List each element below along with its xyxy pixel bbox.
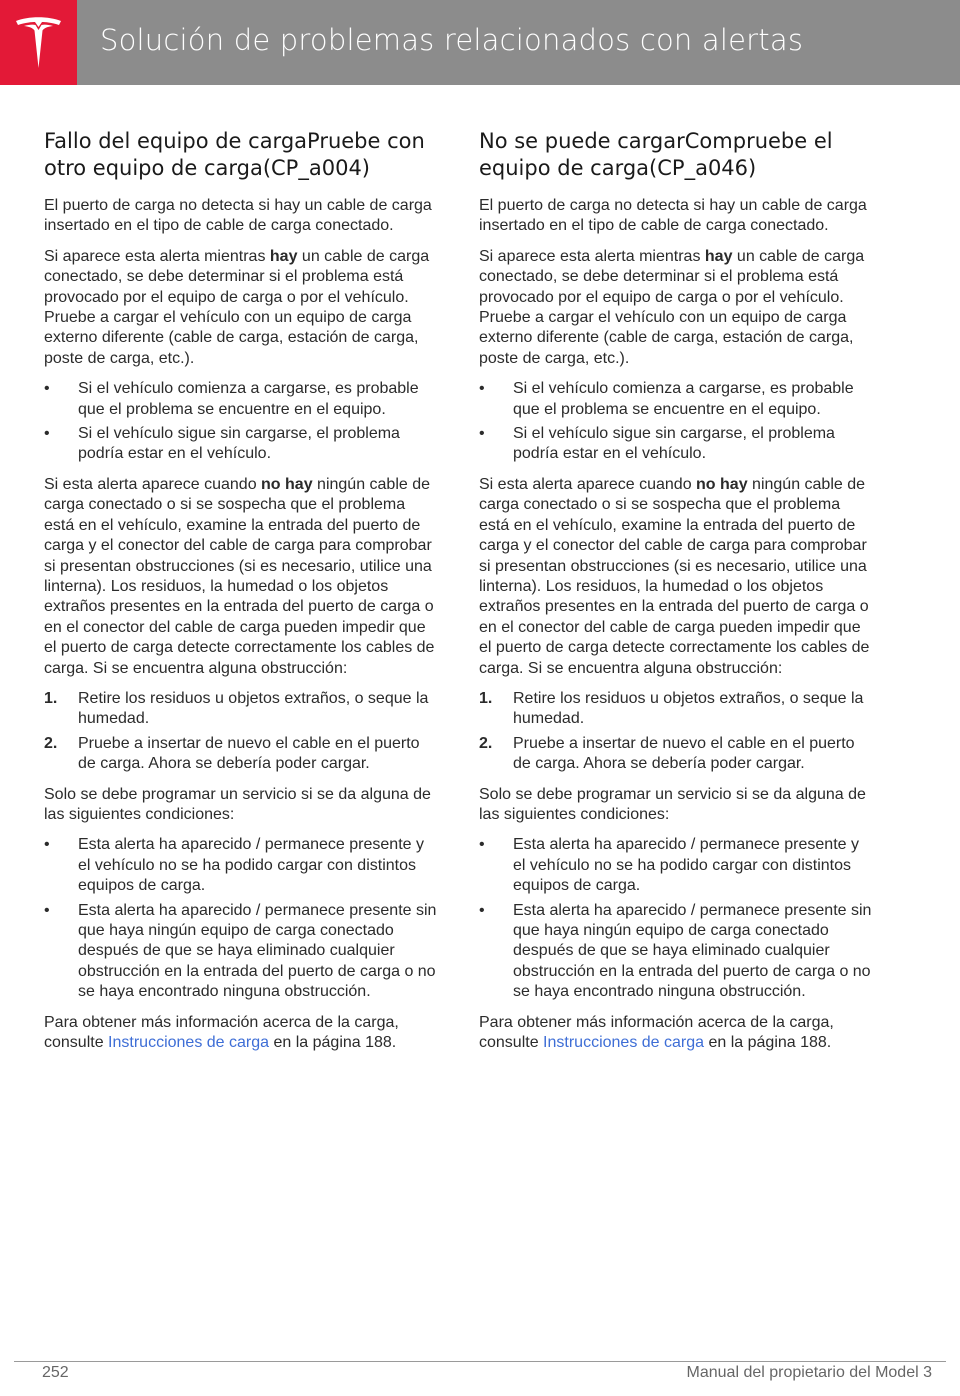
numbered-list xyxy=(44,689,439,775)
list-item: • Si el vehículo comienza a cargarse, es probable que el problema se encuentre en el equipo. xyxy=(44,380,419,418)
paragraph: Para obtener más información acerca de la carga, consulte Instrucciones de carga en la página 188. xyxy=(479,1013,834,1052)
left-column xyxy=(44,128,439,1063)
list-item: • Esta alerta ha aparecido / permanece presente sin que haya ningún equipo de carga conectado después de que se haya eliminado cualquier obstrucción en la entrada del puerto de carga o no se haya encontrado ninguna obstrucción. xyxy=(44,901,437,1001)
list-item: 1. Retire los residuos u objetos extraños, o seque la humedad. xyxy=(479,689,864,728)
paragraph: Para obtener más información acerca de la carga, consulte Instrucciones de carga en la página 188. xyxy=(44,1013,399,1052)
bullet-list xyxy=(44,835,439,1002)
charging-instructions-link[interactable]: Instrucciones de carga xyxy=(108,1034,270,1052)
page-title: Solución de problemas relacionados con alertas xyxy=(100,23,804,57)
paragraph: El puerto de carga no detecta si hay un cable de carga insertado en el tipo de cable de carga conectado. xyxy=(479,197,867,235)
bullet-list xyxy=(479,379,874,465)
paragraph: Si esta alerta aparece cuando no hay ningún cable de carga conectado o si se sospecha que el problema está en el vehículo, examine la entrada del puerto de carga y el conector del cable de carga para comprobar si presentan obstrucciones (si es necesario, utilice una linterna). Los residuos, la humedad o los objetos extraños presentes en la entrada del puerto de carga o en el conector del cable de carga pueden impedir que el puerto de carga detecte correctamente los cables de carga. Si se encuentra alguna obstrucción: xyxy=(479,475,870,677)
page-header xyxy=(0,0,960,85)
paragraph: Si esta alerta aparece cuando no hay ningún cable de carga conectado o si se sospecha que el problema está en el vehículo, examine la entrada del puerto de carga y el conector del cable de carga para comprobar si presentan obstrucciones (si es necesario, utilice una linterna). Los residuos, la humedad o los objetos extraños presentes en la entrada del puerto de carga o en el conector del cable de carga pueden impedir que el puerto de carga detecte correctamente los cables de carga. Si se encuentra alguna obstrucción: xyxy=(44,475,435,677)
tesla-logo-icon xyxy=(14,16,63,70)
footer-divider xyxy=(14,1361,946,1362)
list-item: 2. Pruebe a insertar de nuevo el cable en el puerto de carga. Ahora se debería poder cargar. xyxy=(479,734,855,773)
list-item: 1. Retire los residuos u objetos extraños, o seque la humedad. xyxy=(44,689,429,728)
list-item: 2. Pruebe a insertar de nuevo el cable en el puerto de carga. Ahora se debería poder cargar. xyxy=(44,734,420,773)
page-number: 252 xyxy=(42,1364,69,1381)
numbered-list xyxy=(479,689,874,775)
paragraph: Si aparece esta alerta mientras hay un cable de carga conectado, se debe determinar si el problema está provocado por el equipo de carga o por el vehículo. Pruebe a cargar el vehículo con un equipo de carga externo diferente (cable de carga, estación de carga, poste de carga, etc.). xyxy=(479,247,865,367)
paragraph: El puerto de carga no detecta si hay un cable de carga insertado en el tipo de cable de carga conectado. xyxy=(44,197,432,235)
charging-instructions-link[interactable]: Instrucciones de carga xyxy=(543,1034,705,1052)
list-item: • Esta alerta ha aparecido / permanece presente sin que haya ningún equipo de carga conectado después de que se haya eliminado cualquier obstrucción en la entrada del puerto de carga o no se haya encontrado ninguna obstrucción. xyxy=(479,901,872,1001)
list-item: • Esta alerta ha aparecido / permanece presente y el vehículo no se ha podido cargar con distintos equipos de carga. xyxy=(44,836,424,895)
bullet-list xyxy=(44,379,439,465)
list-item: • Si el vehículo sigue sin cargarse, el problema podría estar en el vehículo. xyxy=(44,425,400,463)
paragraph: Si aparece esta alerta mientras hay un cable de carga conectado, se debe determinar si el problema está provocado por el equipo de carga o por el vehículo. Pruebe a cargar el vehículo con un equipo de carga externo diferente (cable de carga, estación de carga, poste de carga, etc.). xyxy=(44,247,430,367)
bullet-list xyxy=(479,835,874,1002)
section-heading: Fallo del equipo de cargaPruebe con otro equipo de carga(CP_a004) xyxy=(44,129,425,180)
paragraph: Solo se debe programar un servicio si se da alguna de las siguientes condiciones: xyxy=(44,785,431,823)
list-item: • Si el vehículo comienza a cargarse, es probable que el problema se encuentre en el equipo. xyxy=(479,380,854,418)
list-item: • Esta alerta ha aparecido / permanece presente y el vehículo no se ha podido cargar con distintos equipos de carga. xyxy=(479,836,859,895)
right-column xyxy=(479,128,874,1063)
manual-title: Manual del propietario del Model 3 xyxy=(686,1364,932,1381)
brand-logo-box xyxy=(0,0,77,85)
paragraph: Solo se debe programar un servicio si se da alguna de las siguientes condiciones: xyxy=(479,785,866,823)
section-heading: No se puede cargarCompruebe el equipo de carga(CP_a046) xyxy=(479,129,833,180)
list-item: • Si el vehículo sigue sin cargarse, el problema podría estar en el vehículo. xyxy=(479,425,835,463)
